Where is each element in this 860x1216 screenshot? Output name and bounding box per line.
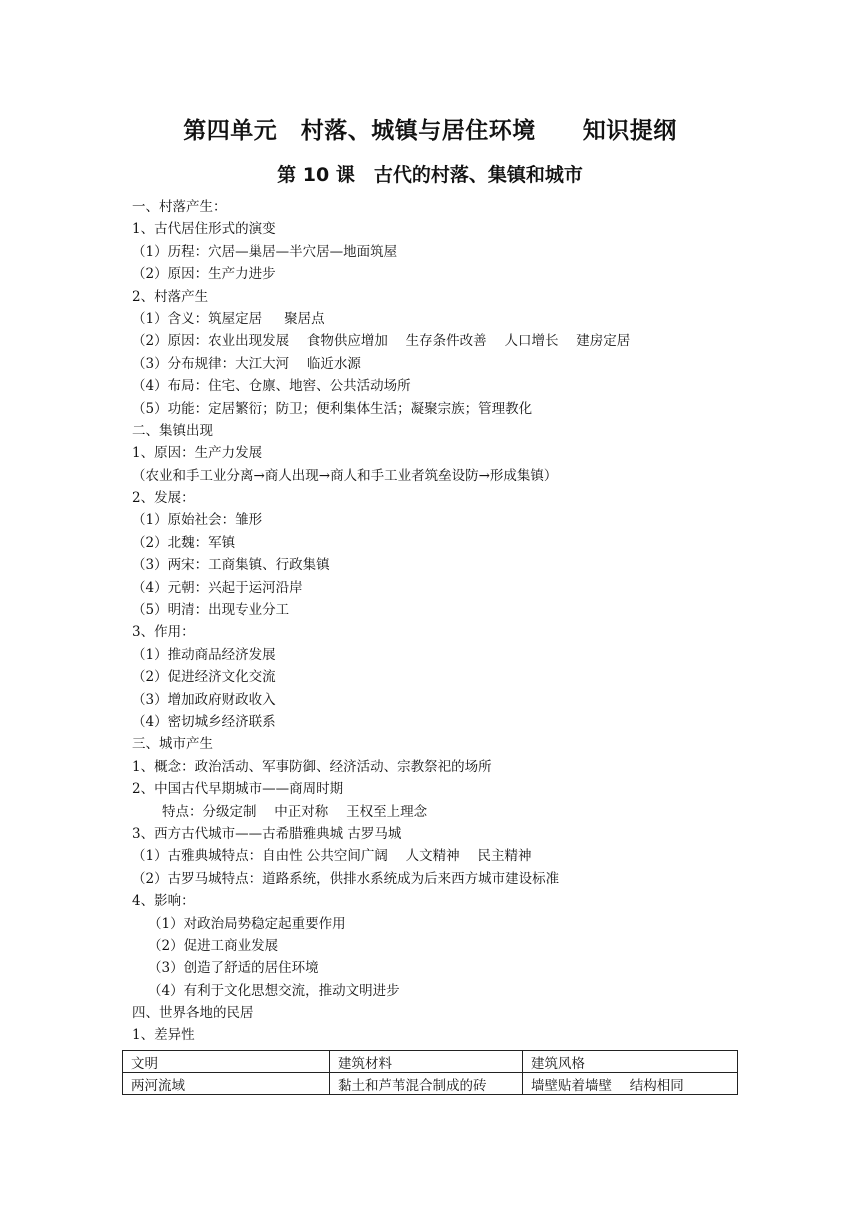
outline-line: （3）两宋：工商集镇、行政集镇 <box>132 557 330 574</box>
outline-line: （1）对政治局势稳定起重要作用 <box>148 915 346 932</box>
outline-line: 1、原因：生产力发展 <box>132 445 263 462</box>
outline-line: 特点：分级定制 中正对称 王权至上理念 <box>162 803 428 820</box>
outline-line: （1）历程：穴居—巢居—半穴居—地面筑屋 <box>132 243 398 260</box>
table-row <box>123 1073 738 1095</box>
outline-line: （3）创造了舒适的居住环境 <box>148 960 319 977</box>
table-cell: 两河流域 <box>123 1073 330 1095</box>
outline-line: （4）密切城乡经济联系 <box>132 713 276 730</box>
outline-line: （5）功能：定居繁衍；防卫；便利集体生活；凝聚宗族；管理教化 <box>132 400 533 417</box>
table-cell: 黏土和芦苇混合制成的砖 <box>330 1073 523 1095</box>
outline-line: （1）古雅典城特点：自由性 公共空间广阔 人文精神 民主精神 <box>132 848 532 865</box>
outline-line: 2、村落产生 <box>132 288 209 305</box>
outline-line: （4）元朝：兴起于运河沿岸 <box>132 579 303 596</box>
outline-line: 3、作用： <box>132 624 195 641</box>
table-header-cell: 建筑材料 <box>330 1051 523 1073</box>
outline-line: 1、古代居住形式的演变 <box>132 221 276 238</box>
unit-title: 第四单元 村落、城镇与居住环境 知识提纲 <box>183 118 677 144</box>
outline-line: 四、世界各地的民居 <box>132 1005 254 1022</box>
outline-line: （2）北魏：军镇 <box>132 534 236 551</box>
outline-line: （2）古罗马城特点：道路系统，供排水系统成为后来西方城市建设标准 <box>132 870 560 887</box>
table-header-row <box>123 1051 738 1073</box>
table-header-cell: 建筑风格 <box>523 1051 738 1073</box>
outline-line: 2、发展： <box>132 490 195 507</box>
outline-line: （1）含义：筑屋定居 聚居点 <box>132 310 325 327</box>
outline-body <box>132 196 772 1047</box>
outline-line: （4）布局：住宅、仓廪、地窖、公共活动场所 <box>132 378 411 395</box>
outline-line: （3）分布规律：大江大河 临近水源 <box>132 355 361 372</box>
outline-line: （1）推动商品经济发展 <box>132 646 276 663</box>
outline-line: 1、差异性 <box>132 1027 195 1044</box>
outline-line: （3）增加政府财政收入 <box>132 691 276 708</box>
dwelling-difference-table <box>122 1050 738 1095</box>
outline-line: （农业和手工业分离→商人出现→商人和手工业者筑垒设防→形成集镇） <box>132 467 558 484</box>
table-cell: 墙壁贴着墙壁 结构相同 <box>523 1073 738 1095</box>
outline-line: （4）有利于文化思想交流，推动文明进步 <box>148 982 400 999</box>
lesson-title: 第 10 课 古代的村落、集镇和城市 <box>277 164 583 186</box>
outline-line: 1、概念：政治活动、军事防御、经济活动、宗教祭祀的场所 <box>132 758 492 775</box>
outline-line: 二、集镇出现 <box>132 422 213 439</box>
outline-line: 2、中国古代早期城市——商周时期 <box>132 781 344 798</box>
outline-line: 一、村落产生： <box>132 199 227 215</box>
outline-line: （2）原因：农业出现发展 食物供应增加 生存条件改善 人口增长 建房定居 <box>132 333 631 350</box>
outline-line: （1）原始社会：雏形 <box>132 512 263 529</box>
table-header-cell: 文明 <box>123 1051 330 1073</box>
outline-line: （2）促进经济文化交流 <box>132 669 276 686</box>
outline-line: 3、西方古代城市——古希腊雅典城 古罗马城 <box>132 825 402 842</box>
outline-line: （5）明清：出现专业分工 <box>132 602 290 619</box>
outline-line: 三、城市产生 <box>132 736 213 753</box>
outline-line: 4、影响： <box>132 893 195 910</box>
outline-line: （2）促进工商业发展 <box>148 937 279 954</box>
outline-line: （2）原因：生产力进步 <box>132 266 276 283</box>
